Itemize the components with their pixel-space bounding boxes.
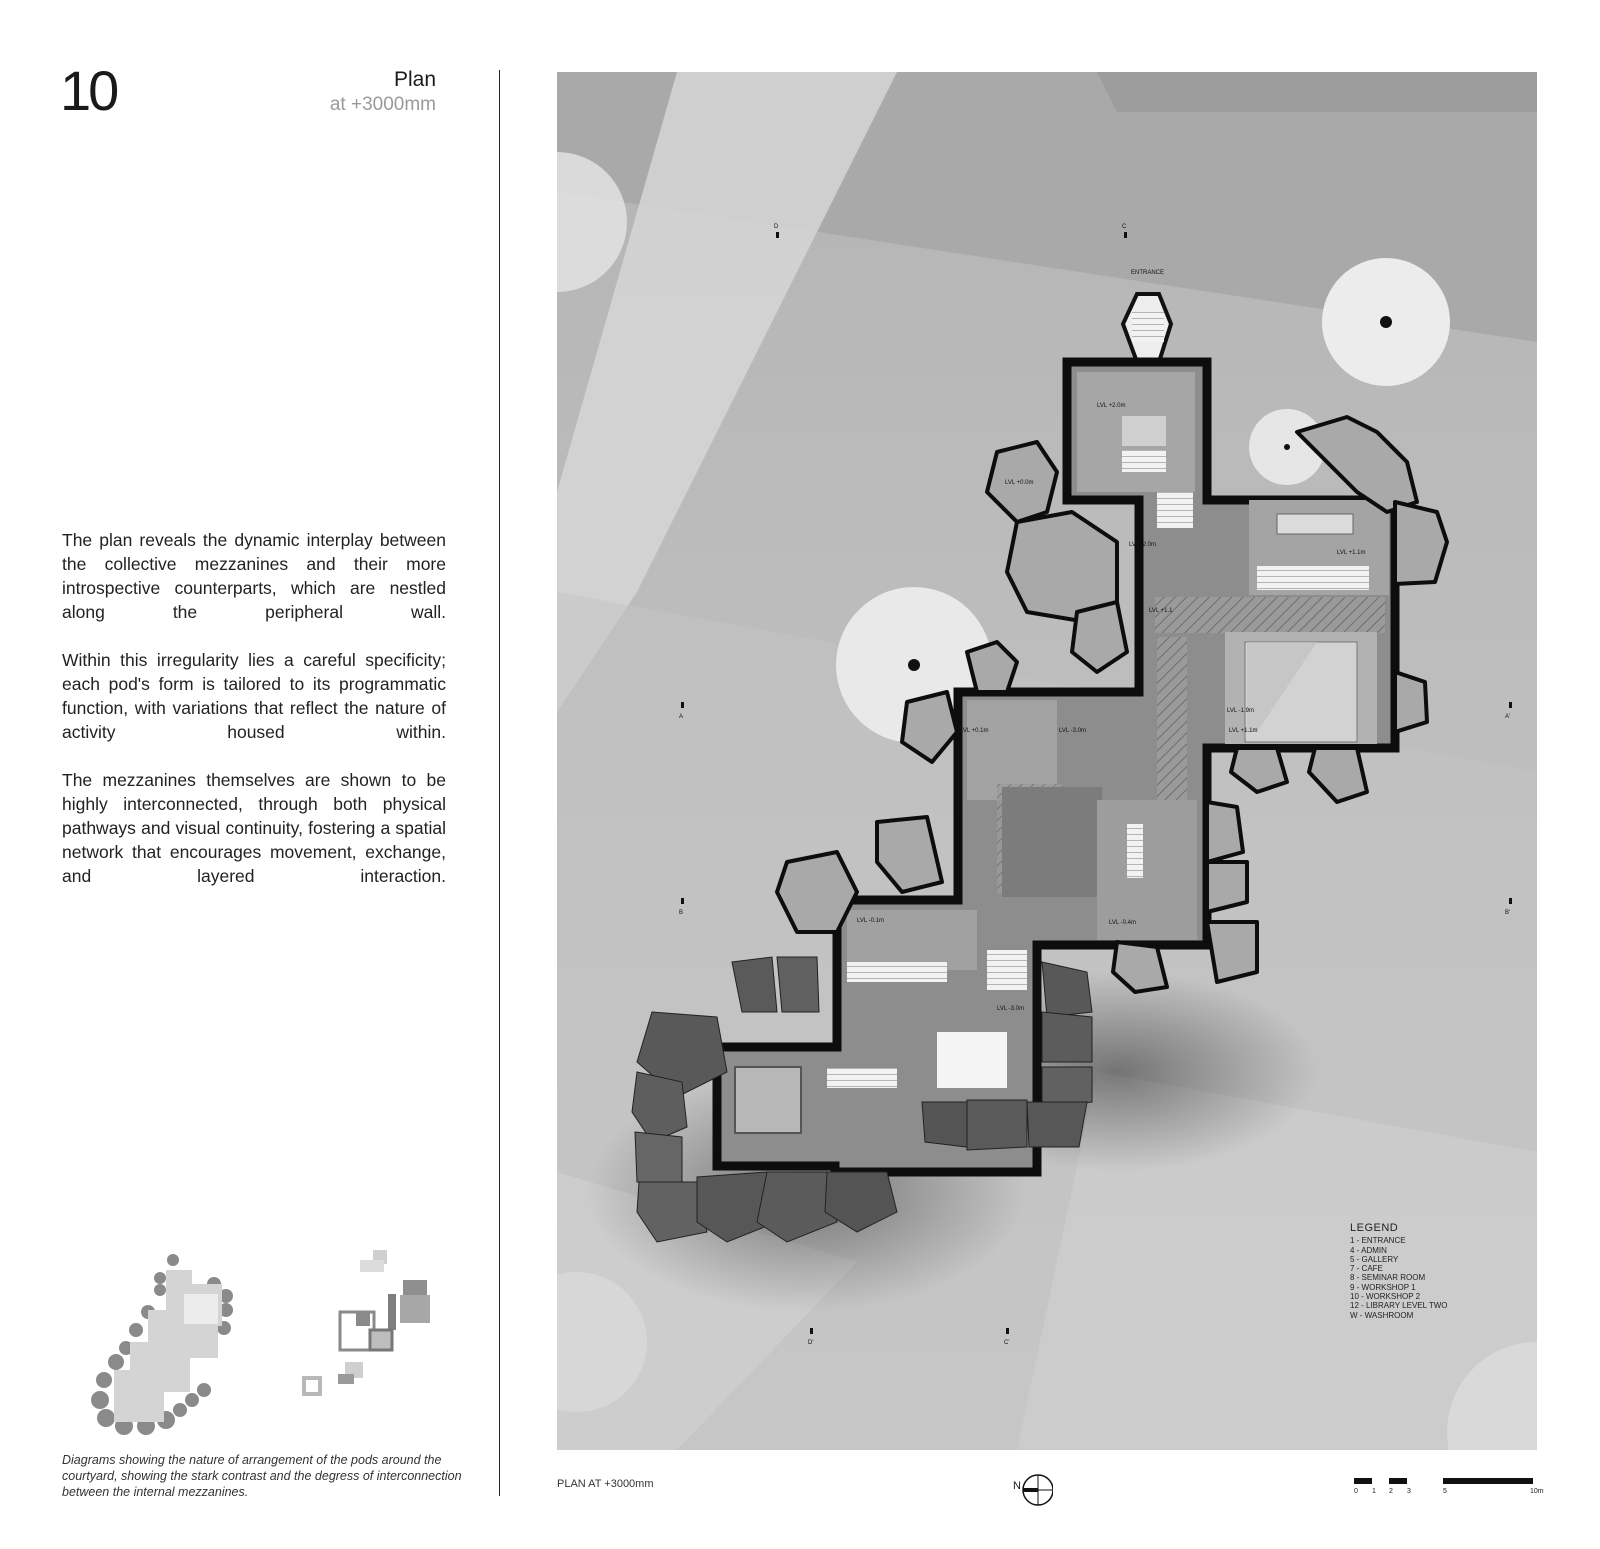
library-room — [1097, 800, 1197, 940]
scale-label: 1 — [1372, 1488, 1376, 1495]
roof-pod — [967, 1100, 1027, 1150]
roof-pod — [1027, 1102, 1087, 1147]
body-text — [62, 528, 446, 912]
room-tag: LVL -1.9m — [1227, 708, 1255, 714]
svg-text:B': B' — [1505, 910, 1511, 916]
section-marker-d-prime — [810, 1328, 813, 1334]
section-marker-b-prime — [1509, 898, 1512, 904]
page-number: 10 — [60, 59, 117, 122]
pod — [1207, 922, 1257, 982]
svg-text:D: D — [774, 224, 779, 230]
scale-label: 5 — [1443, 1488, 1447, 1495]
level-tag: LVL -2.0m — [1129, 542, 1157, 548]
scale-label: 3 — [1407, 1488, 1411, 1495]
section-marker-c — [1124, 232, 1127, 238]
svg-text:A: A — [679, 714, 684, 720]
room-tag: LVL +0.0m — [1005, 480, 1034, 486]
south-void — [937, 1032, 1007, 1088]
courtyard — [1002, 787, 1102, 897]
level-tag: LVL +1.1 — [1149, 608, 1173, 614]
room-tag: LVL +2.0m — [1097, 403, 1126, 409]
roof-pod — [777, 957, 819, 1012]
plan-title: Plan — [393, 68, 436, 91]
section-marker-a — [681, 702, 684, 708]
roof-pod — [635, 1132, 682, 1182]
legend-item: 12 - LIBRARY LEVEL TWO — [1350, 1301, 1448, 1311]
legend-item: 7 - CAFE — [1350, 1264, 1383, 1274]
section-marker-b — [681, 898, 684, 904]
diagram-caption: Diagrams showing the nature of arrangement of the pods around the courtyard, showing the stark contrast and the degress of interconnection between the internal mezzanines. — [62, 1453, 462, 1499]
room-tag: LVL -0.1m — [857, 918, 885, 924]
south-courtyard — [735, 1067, 801, 1133]
svg-text:C: C — [1122, 224, 1127, 230]
cafe-steps — [1257, 566, 1369, 590]
scale-bar-labels — [1354, 1488, 1548, 1500]
south-steps — [827, 1068, 897, 1088]
roof-pod — [922, 1102, 967, 1147]
tree-trunk — [1284, 444, 1290, 450]
legend-item: W - WASHROOM — [1350, 1310, 1414, 1320]
section-marker-d — [776, 232, 779, 238]
roof-pod — [1042, 1012, 1092, 1062]
cafe-table — [1277, 514, 1353, 534]
pod-arrangement-diagram — [88, 1250, 248, 1440]
mezzanine-connection-diagram — [300, 1250, 440, 1440]
svg-text:D': D' — [808, 1340, 814, 1346]
roof-pod — [1042, 1067, 1092, 1107]
section-marker-a-prime — [1509, 702, 1512, 708]
paragraph: Within this irregularity lies a careful specificity; each pod's form is tailored to its programmatic function, with variations that reflect the nature of activity housed within. — [62, 650, 446, 742]
pod — [1207, 802, 1243, 862]
paragraph: The plan reveals the dynamic interplay between the collective mezzanines and their more introspective counterparts, which are nestled along the peripheral wall. — [62, 530, 446, 622]
legend-item: 5 - GALLERY — [1350, 1254, 1399, 1264]
pod — [1395, 672, 1427, 732]
workshop2-steps — [847, 962, 947, 982]
legend-item: 4 - ADMIN — [1350, 1245, 1387, 1255]
admin-void — [1122, 416, 1166, 446]
plan-caption: PLAN AT +3000mm — [557, 1478, 654, 1490]
legend-item: 8 - SEMINAR ROOM — [1350, 1273, 1426, 1283]
svg-text:B: B — [679, 910, 684, 916]
legend-item: 1 - ENTRANCE — [1350, 1236, 1406, 1246]
scale-label: 0 — [1354, 1488, 1358, 1495]
plan-subtitle: at +3000mm — [329, 94, 436, 115]
svg-text:A': A' — [1505, 714, 1511, 720]
terrain-band — [1097, 72, 1537, 112]
room-tag: LVL +1.1m — [1337, 550, 1366, 556]
north-label: N — [1013, 1480, 1021, 1492]
level-tag: LVL -3.0m — [997, 1006, 1025, 1012]
section-marker-c-prime — [1006, 1328, 1009, 1334]
room-tag: LVL -0.4m — [1109, 920, 1137, 926]
column-divider — [499, 70, 500, 1496]
level-tag: LVL +1.1m — [1229, 728, 1258, 734]
entrance-tag: ENTRANCE — [1131, 270, 1165, 276]
pod — [1395, 502, 1447, 584]
paragraph: The mezzanines themselves are shown to be highly interconnected, through both physical pathways and visual continuity, fostering a spatial network that encourages movement, exchange, and layered interaction. — [62, 770, 446, 886]
stairs-south — [987, 950, 1027, 990]
tree-trunk — [908, 659, 920, 671]
entrance-stairs — [1132, 312, 1164, 342]
level-tag: LVL -3.0m — [1059, 728, 1087, 734]
scale-bar — [1354, 1474, 1548, 1488]
mezzanine-bridge — [1155, 597, 1385, 633]
pod — [1207, 862, 1247, 912]
library-stairs — [1127, 824, 1143, 878]
svg-text:C': C' — [1004, 1340, 1010, 1346]
scale-label: 2 — [1389, 1488, 1393, 1495]
stairs-north — [1157, 492, 1193, 528]
legend-title: LEGEND — [1350, 1222, 1399, 1234]
legend-item: 10 - WORKSHOP 2 — [1350, 1292, 1421, 1302]
legend-item: 9 - WORKSHOP 1 — [1350, 1282, 1416, 1292]
scale-label: 10m — [1530, 1488, 1544, 1495]
admin-stairs — [1122, 450, 1166, 472]
room-tag: LVL +0.1m — [960, 728, 989, 734]
pod — [777, 852, 857, 932]
legend — [1350, 1224, 1448, 1320]
tree-trunk — [1380, 316, 1392, 328]
